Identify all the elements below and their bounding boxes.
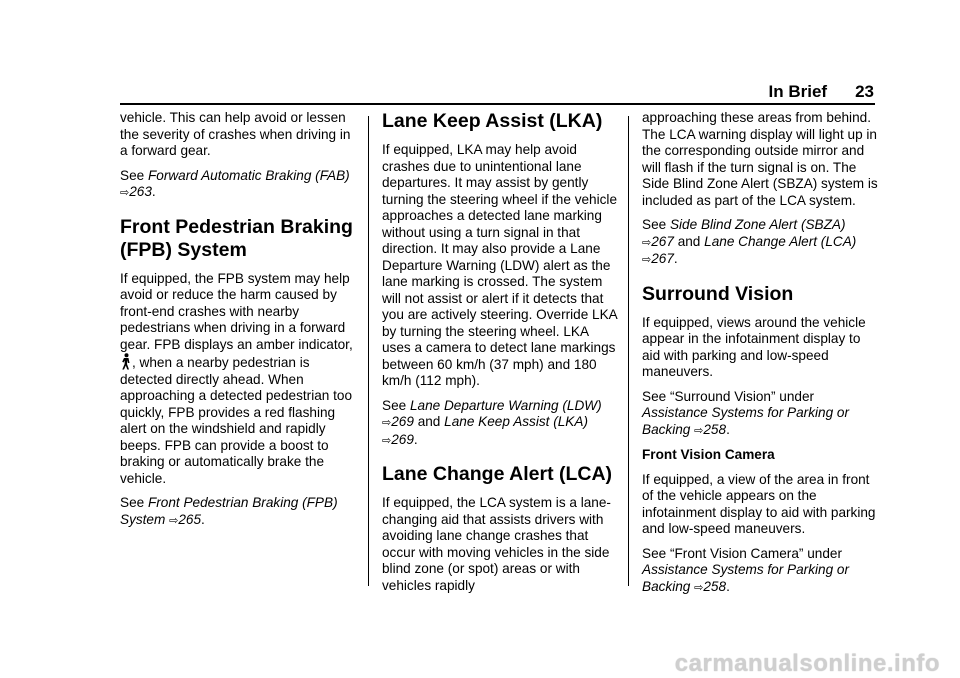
xref-link[interactable]: Forward Automatic Braking (FAB) <box>147 167 350 183</box>
page-number: 23 <box>855 82 874 101</box>
page-arrow-icon: ⇨ <box>694 424 704 437</box>
watermark: carmanualsonline.info <box>674 650 940 677</box>
xref-link[interactable]: Lane Change Alert (LCA) <box>704 233 857 249</box>
paragraph-surround-vision: If equipped, views around the vehicle appear in the infotainment display to aid with parking and low-speed maneuvers. <box>642 314 866 379</box>
xref-link[interactable]: Lane Keep Assist (LKA) <box>444 414 588 429</box>
page-header <box>769 82 874 102</box>
xref-page[interactable]: 269 <box>391 414 414 429</box>
column-3 <box>642 110 878 604</box>
see-reference: See “Surround Vision” under Assistance Systems for Parking or Backing ⇨258. <box>642 388 849 437</box>
page-arrow-icon: ⇨ <box>382 434 392 447</box>
xref-link[interactable]: Lane Departure Warning (LDW) <box>409 397 602 413</box>
see-reference: See Side Blind Zone Alert (SBZA) ⇨267 and Lane Change Alert (LCA) ⇨267. <box>642 217 857 266</box>
page-arrow-icon: ⇨ <box>120 187 130 199</box>
paragraph-fpb: If equipped, the FPB system may help avoid or reduce the harm caused by front-end crashes with nearby pedestrians when driving in a forward gear. FPB displays an amber indicator,, when a nearby pedestrian is detected directly ahead. When approaching a detected pedestrian too quickly, FPB provides a red flashing alert on the windshield and rapidly beeps. FPB can provide a boost to braking or automatically brake the vehicle. <box>120 270 353 486</box>
subheading-front-vision-camera: Front Vision Camera <box>642 447 775 462</box>
column-divider <box>368 116 369 586</box>
heading-surround-vision: Surround Vision <box>642 282 794 305</box>
page-arrow-icon: ⇨ <box>642 254 652 266</box>
paragraph: approaching these areas from behind. The LCA warning display will light up in the corresponding outside mirror and will flash if the turn signal is on. The Side Blind Zone Alert (SBZA) system is included as part of the LCA system. <box>642 110 878 208</box>
see-reference: See Lane Departure Warning (LDW) ⇨269 and Lane Keep Assist (LKA) ⇨269. <box>382 397 602 447</box>
xref-page[interactable]: 258 <box>703 578 727 594</box>
xref-link[interactable]: Side Blind Zone Alert (SBZA) <box>669 217 846 232</box>
xref-link[interactable]: Assistance Systems for Parking or Backing <box>642 562 849 594</box>
heading-lka: Lane Keep Assist (LKA) <box>382 110 603 132</box>
column-2 <box>382 110 618 602</box>
heading-lca: Lane Change Alert (LCA) <box>382 463 613 485</box>
column-divider <box>628 116 629 586</box>
paragraph: vehicle. This can help avoid or lessen the severity of crashes when driving in a forward gear. <box>120 110 351 158</box>
header-rule <box>120 103 875 105</box>
paragraph-lka: If equipped, LKA may help avoid crashes due to unintentional lane departures. It may assist by gently turning the steering wheel if the vehicle approaches a detected lane marking without using a turn signal in that direction. It may also provide a Lane Departure Warning (LDW) alert as the lane marking is crossed. The system will not assist or alert if it detects that you are actively steering. Override LKA by turning the steering wheel. LKA uses a camera to detect lane markings between 60 km/h (37 mph) and 180 km/h (112 mph). <box>382 142 618 388</box>
column-1 <box>120 110 356 537</box>
see-reference: See Forward Automatic Braking (FAB) ⇨263. <box>120 167 350 199</box>
xref-link[interactable]: Front Pedestrian Braking (FPB) System <box>120 495 338 527</box>
see-reference: See “Front Vision Camera” under Assistance Systems for Parking or Backing ⇨258. <box>642 545 849 594</box>
pedestrian-icon <box>120 353 132 370</box>
xref-link[interactable]: Assistance Systems for Parking or Backing <box>642 405 849 437</box>
paragraph-front-vision-camera: If equipped, a view of the area in front of the vehicle appears on the infotainment display to aid with parking and low-speed maneuvers. <box>642 471 876 536</box>
page-arrow-icon: ⇨ <box>642 236 652 249</box>
xref-page[interactable]: 258 <box>703 421 727 437</box>
page-arrow-icon: ⇨ <box>169 514 179 527</box>
xref-page[interactable]: 269 <box>391 431 414 447</box>
xref-page[interactable]: 263 <box>129 184 152 199</box>
heading-fpb: Front Pedestrian Braking (FPB) System <box>120 215 353 261</box>
see-reference: See Front Pedestrian Braking (FPB) System ⇨265. <box>120 495 338 527</box>
section-title: In Brief <box>768 82 828 101</box>
paragraph-lca: If equipped, the LCA system is a lane-changing aid that assists drivers with avoiding lane change crashes that occur with moving vehicles in the side blind zone (or spot) areas or with vehicles rapidly <box>382 495 611 593</box>
xref-page[interactable]: 267 <box>651 251 674 266</box>
xref-page[interactable]: 267 <box>651 233 674 249</box>
page-arrow-icon: ⇨ <box>382 417 392 429</box>
xref-page[interactable]: 265 <box>178 511 202 527</box>
page-arrow-icon: ⇨ <box>694 581 704 594</box>
